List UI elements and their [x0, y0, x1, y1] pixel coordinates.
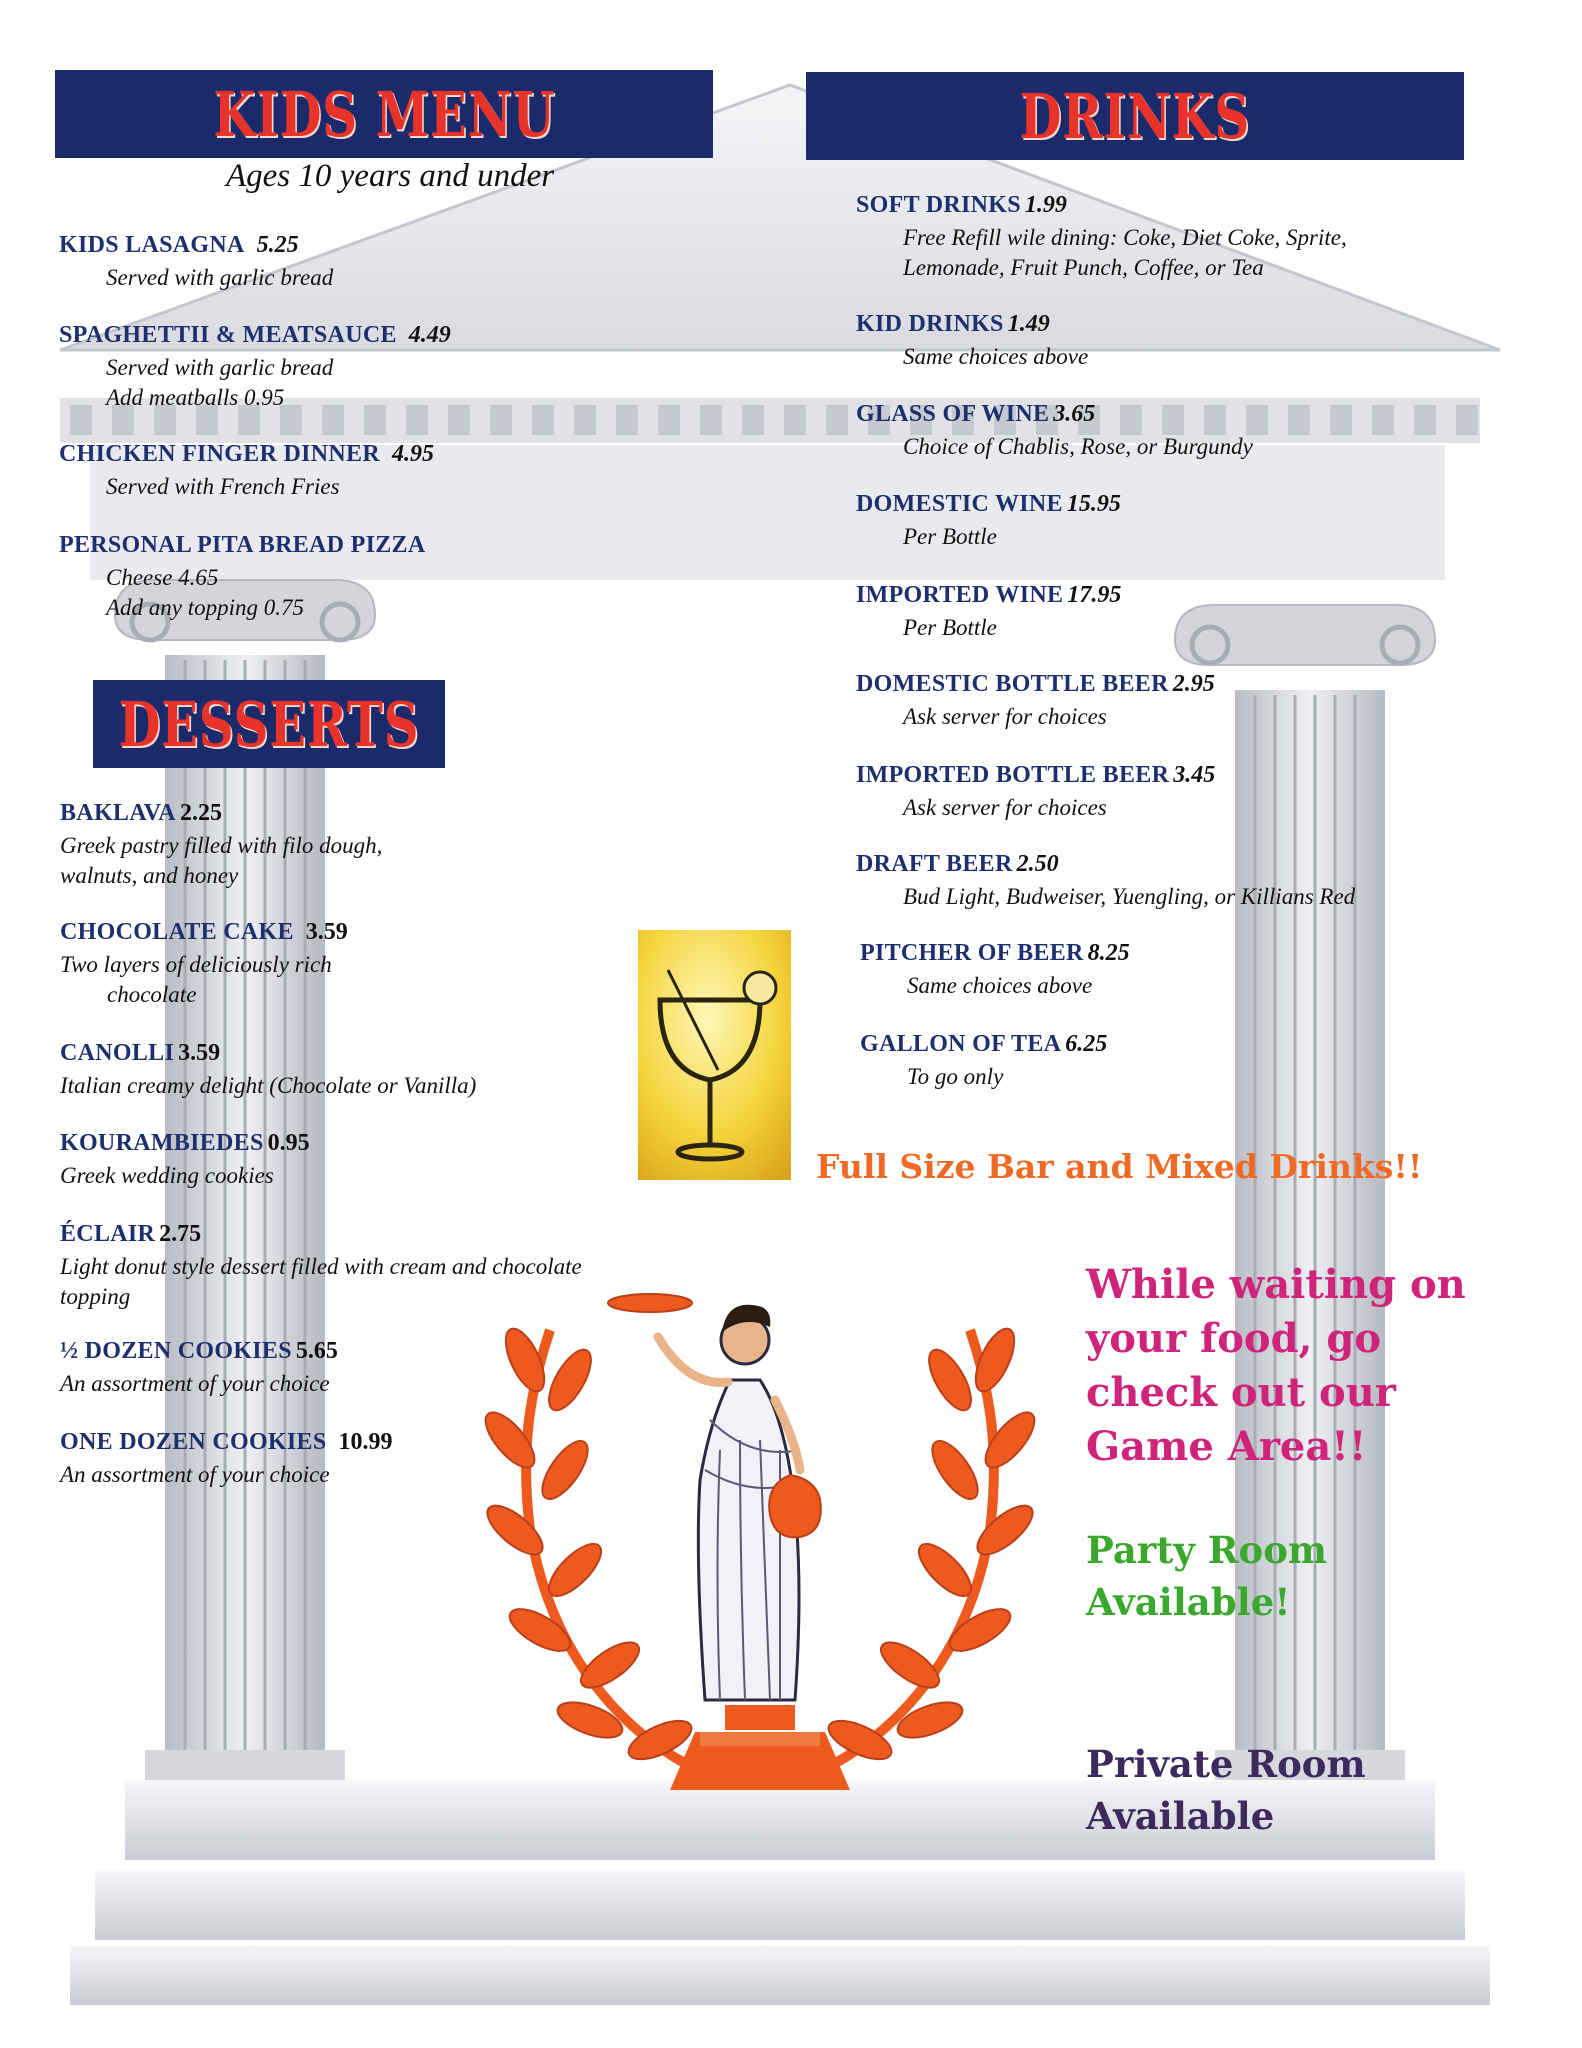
kids-menu-title: KIDS MENU — [212, 77, 556, 151]
menu-item: CANOLLI 3.59 Italian creamy delight (Chocolate or Vanilla) — [60, 1040, 477, 1098]
menu-item: PITCHER OF BEER 8.25 Same choices above — [860, 940, 1130, 998]
menu-item: GALLON OF TEA 6.25 To go only — [860, 1031, 1108, 1089]
desserts-title: DESSERTS — [118, 687, 420, 761]
greek-goddess-illustration — [470, 1270, 1050, 1830]
menu-item: ONE DOZEN COOKIES 10.99 An assortment of your choice — [60, 1429, 393, 1487]
menu-item: DOMESTIC WINE 15.95 Per Bottle — [856, 491, 1121, 549]
menu-item: IMPORTED WINE 17.95 Per Bottle — [856, 582, 1122, 640]
menu-item: CHOCOLATE CAKE 3.59 Two layers of deliciously rich chocolate — [60, 919, 348, 1007]
party-room-promo: Party Room Available! — [1086, 1528, 1328, 1624]
menu-item: KOURAMBIEDES 0.95 Greek wedding cookies — [60, 1130, 310, 1188]
private-room-promo: Private Room Available — [1086, 1742, 1366, 1838]
menu-item: PERSONAL PITA BREAD PIZZA Cheese 4.65 Add any topping 0.75 — [59, 532, 426, 620]
menu-item: GLASS OF WINE 3.65 Choice of Chablis, Rose, or Burgundy — [856, 401, 1253, 459]
kids-menu-subtitle: Ages 10 years and under — [226, 158, 555, 194]
game-area-promo: While waiting on your food, go check out our Game Area!! — [1086, 1261, 1466, 1470]
menu-item: SPAGHETTII & MEATSAUCE 4.49 Served with garlic bread Add meatballs 0.95 — [59, 322, 451, 410]
menu-item: CHICKEN FINGER DINNER 4.95 Served with French Fries — [59, 441, 434, 499]
wine-glass-icon — [638, 930, 791, 1180]
menu-item: KID DRINKS 1.49 Same choices above — [856, 311, 1089, 369]
drinks-banner — [806, 72, 1464, 160]
menu-item: SOFT DRINKS 1.99 Free Refill wile dining: Coke, Diet Coke, Sprite, Lemonade, Fruit Punch, Coffee, or Tea — [856, 192, 1347, 280]
menu-item: DRAFT BEER 2.50 Bud Light, Budweiser, Yuengling, or Killians Red — [856, 851, 1356, 909]
menu-item: KIDS LASAGNA 5.25 Served with garlic bread — [59, 232, 334, 290]
menu-item: DOMESTIC BOTTLE BEER 2.95 Ask server for choices — [856, 671, 1215, 729]
desserts-banner — [93, 680, 445, 768]
menu-item: BAKLAVA 2.25 Greek pastry filled with filo dough, walnuts, and honey — [60, 800, 383, 888]
menu-item: IMPORTED BOTTLE BEER 3.45 Ask server for choices — [856, 762, 1216, 820]
menu-item: ÉCLAIR 2.75 Light donut style dessert filled with cream and chocolate topping — [60, 1221, 582, 1309]
menu-item: ½ DOZEN COOKIES 5.65 An assortment of your choice — [60, 1338, 338, 1396]
drinks-title: DRINKS — [1019, 79, 1251, 153]
kids-menu-banner — [55, 70, 713, 158]
bar-promo: Full Size Bar and Mixed Drinks!! — [816, 1147, 1423, 1186]
